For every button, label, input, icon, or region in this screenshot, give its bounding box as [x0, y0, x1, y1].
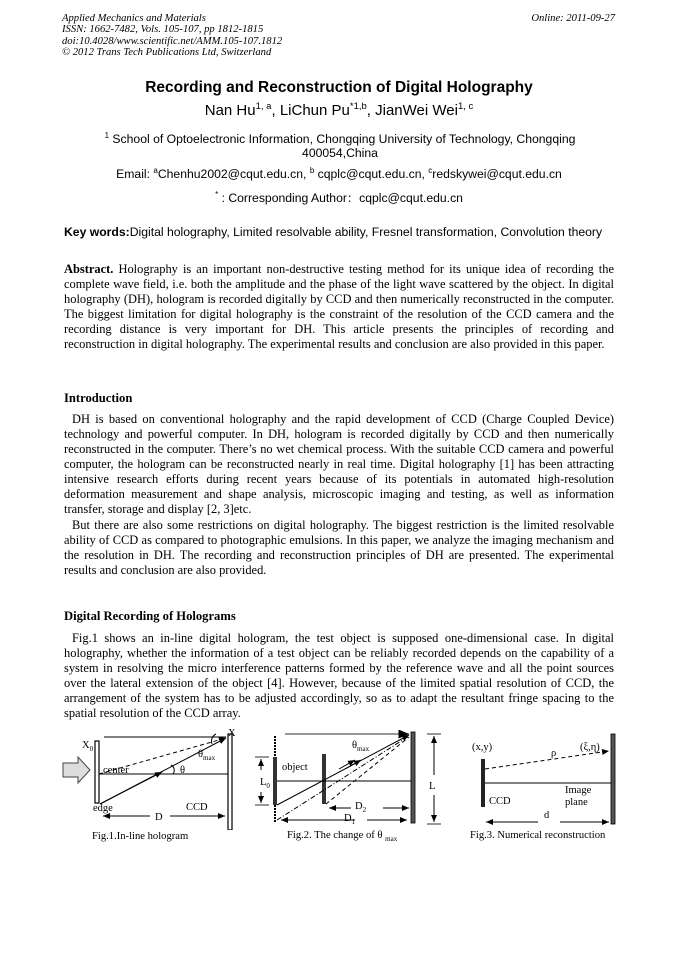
author-list	[0, 102, 678, 119]
figure-1-inline-hologram	[60, 730, 250, 845]
abstract	[64, 262, 614, 352]
label-theta-max: $\theta_{max}$	[198, 749, 216, 763]
label-d2: $D_2$	[355, 801, 367, 815]
section-heading-introduction: Introduction	[64, 391, 133, 405]
email-sup: c	[428, 166, 433, 175]
label-d1: $D_1$	[344, 813, 356, 827]
figure-2-change-of-theta-max	[255, 730, 450, 845]
label-ccd: CCD	[186, 802, 208, 813]
email-link[interactable]: cqplc@cqut.edu.cn,	[314, 167, 429, 181]
affiliation	[90, 132, 590, 160]
label-l: L	[429, 781, 436, 792]
label-d: d	[544, 810, 550, 821]
journal-issn: ISSN: 1662-7482, Vols. 105-107, pp 1812-1815	[62, 24, 264, 36]
journal-name: Applied Mechanics and Materials	[62, 13, 206, 24]
keywords-label: Key words:	[64, 225, 130, 239]
label-theta-max: $\theta_{max}$	[352, 740, 370, 754]
author-sup: 1, a	[255, 101, 272, 112]
label-x0: $X_0$	[82, 740, 94, 754]
journal-copyright: © 2012 Trans Tech Publications Ltd, Switzerland	[62, 47, 272, 59]
journal-doi: doi:10.4028/www.scientific.net/AMM.105-107.1812	[62, 35, 283, 47]
figure-1-caption: Fig.1.In-line hologram	[92, 831, 189, 842]
label-object: object	[282, 762, 308, 773]
label-d: D	[155, 812, 163, 823]
abstract-text: Holography is an important non-destructive testing method for its unique idea of recording the complete wave field, i.e. both the amplitude and the phase of the light wave scattered by the object. In digital holography (DH), hologram is recorded digitally by CCD and then numerically reconstructed in the computer. The biggest limitation for digital holography is the constraint of the resolution of the CCD camera and the recording distance is very important for DH. This article presents the principles of recording and reconstruction in digital holography. The experimental results and conclusion are also provided in this paper.	[64, 262, 614, 352]
label-ccd: CCD	[489, 796, 511, 807]
label-center: center	[103, 765, 129, 776]
corresponding-author	[0, 189, 678, 206]
online-date: Online: 2011-09-27	[531, 13, 615, 24]
email-link[interactable]: redskywei@cqut.edu.cn	[432, 167, 562, 181]
abstract-label: Abstract.	[64, 262, 114, 276]
label-image-plane-1: Image	[565, 785, 592, 796]
email-sup: a	[153, 166, 158, 175]
author-sup: 1, c	[457, 101, 474, 112]
corresponding-sup: *	[215, 190, 219, 199]
corresponding-text: : Corresponding Author：cqplc@cqut.edu.cn	[218, 191, 463, 205]
label-xy: (x,y)	[472, 742, 493, 753]
email-sup: b	[309, 166, 315, 175]
author-separator: ,	[271, 102, 280, 119]
introduction-paragraph-2: But there are also some restrictions on digital holography. The biggest restriction is the limited resolvable ability of CCD as compared to photographic emulsions. In this paper, we analyze the imaging mechanism and the resolution in DH. The recording and reconstruction principles of DH are presented. The experimental results and conclusion are also provided.	[64, 518, 614, 578]
label-theta: θ	[180, 765, 186, 776]
author-sup: *1,b	[349, 101, 367, 112]
affiliation-line-2: 400054,China	[302, 146, 378, 160]
author-name: Nan Hu	[204, 102, 256, 119]
digital-recording-paragraph-1: Fig.1 shows an in-line digital hologram, the test object is supposed one-dimensional case. In digital holography, whether the information of a test object can be reliably recorded depends on the capability of a system in resolving the micro interference patterns formed by the reference wave and all the point sources over the lateral extension of the object [4]. However, because of the limited spatial resolution of CCD, the arrangement of the system has to be adjusted accordingly, so as to adapt the resultant fringe spacing to the spatial resolution of the CCD array.	[64, 631, 614, 721]
label-l0: $L_0$	[260, 777, 270, 791]
label-xi-eta: (ξ,η)	[580, 742, 600, 753]
label-rho: ρ	[551, 748, 557, 759]
author-name: JianWei Wei	[375, 102, 458, 119]
label-edge: edge	[93, 803, 113, 814]
label-x: X	[228, 728, 236, 739]
author-name: LiChun Pu	[279, 102, 350, 119]
figure-2-caption: Fig.2. The change of θ $_{max}$	[287, 830, 398, 844]
keywords	[64, 225, 602, 239]
journal-header	[62, 13, 615, 59]
affiliation-sup: 1	[104, 131, 110, 140]
affiliation-line-1: School of Optoelectronic Information, Chongqing University of Technology, Chongqing	[109, 132, 576, 146]
label-image-plane-2: plane	[565, 797, 588, 808]
author-separator: ,	[366, 102, 376, 119]
figure-3-numerical-reconstruction	[466, 730, 626, 845]
keywords-text: Digital holography, Limited resolvable ability, Fresnel transformation, Convolution theory	[129, 225, 603, 239]
email-line	[0, 167, 678, 181]
paper-title: Recording and Reconstruction of Digital Holography	[145, 79, 533, 96]
email-prefix: Email:	[116, 167, 154, 181]
email-link[interactable]: Chenhu2002@cqut.edu.cn,	[157, 167, 310, 181]
section-heading-digital-recording: Digital Recording of Holograms	[64, 609, 236, 623]
introduction-paragraph-1: DH is based on conventional holography and the rapid development of CCD (Charge Coupled Device) technology and powerful computer. In DH, hologram is recorded digitally by CCD and then numerically reconstructed in the computer. There’s no wet chemical process. With the suitable CCD camera and powerful computer, the hologram can be reconstructed nearly in real time. Digital holography [1] has been attracting intensive research efforts during recent years because of its potentials in automated high-resolution deformation measurement and shape analysis, microscopic imaging and testing, as well as information transfer, storage and display [2, 3]etc.	[64, 412, 614, 517]
figure-3-caption: Fig.3. Numerical reconstruction	[470, 830, 606, 841]
